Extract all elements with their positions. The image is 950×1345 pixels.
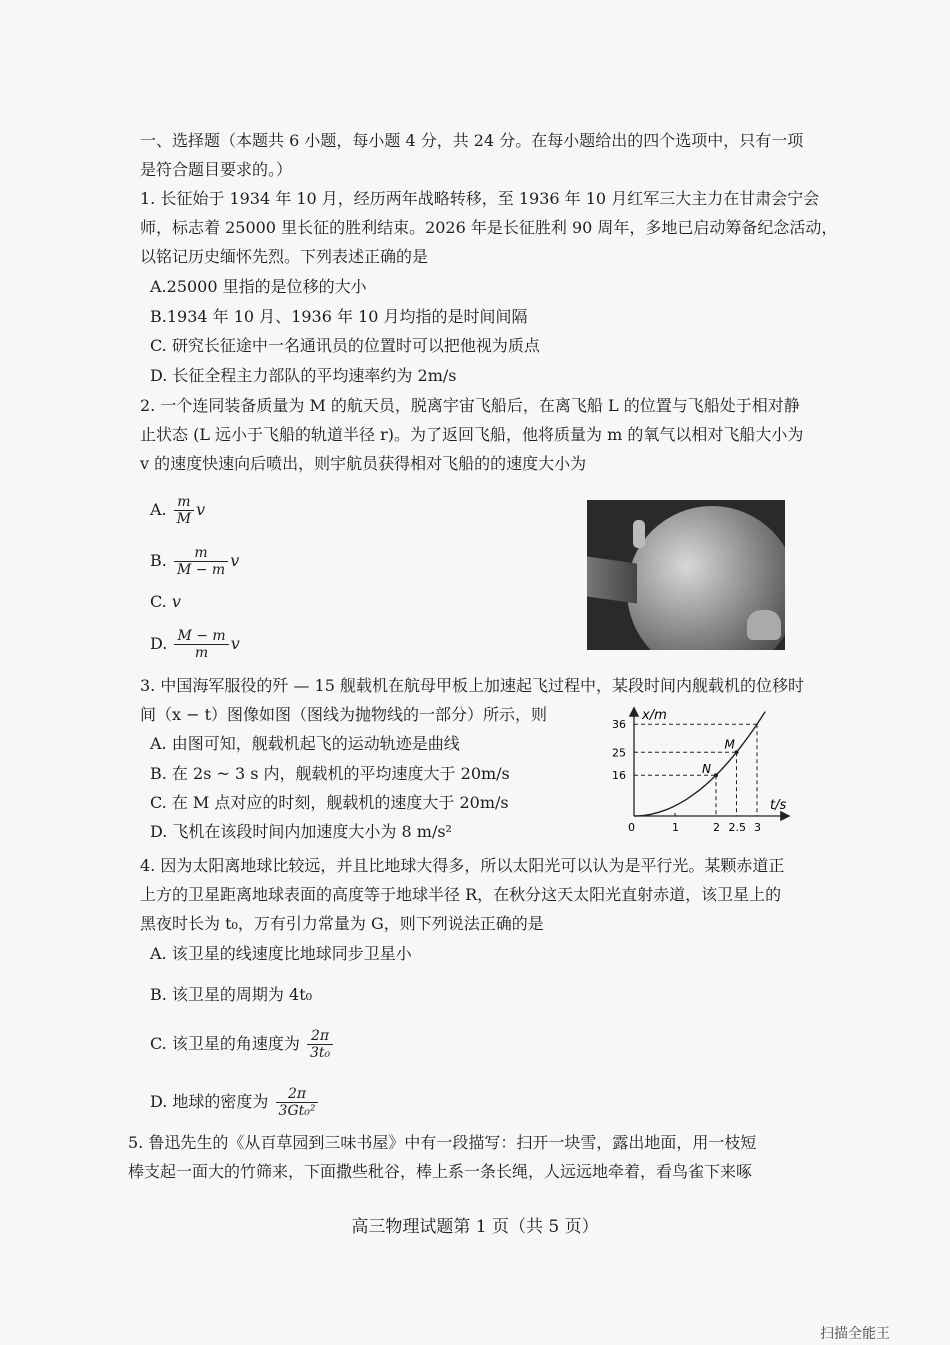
q2-option-d-label: D. [150, 634, 168, 653]
q4-option-d-num: 2π [276, 1086, 319, 1103]
q1-stem-3: 以铭记历史缅怀先烈。下列表述正确的是 [140, 247, 429, 266]
q2-option-d-den: m [194, 645, 209, 661]
q4-stem-2: 上方的卫星距离地球表面的高度等于地球半径 R，在秋分这天太阳光直射赤道，该卫星上的 [140, 885, 782, 904]
q5-stem-1: 5. 鲁迅先生的《从百草园到三味书屋》中有一段描写：扫开一块雪，露出地面，用一枝短 [128, 1133, 757, 1152]
q2-option-b-var: v [230, 551, 240, 570]
x-t-graph [608, 703, 798, 838]
q1-option-a: A.25000 里指的是位移的大小 [150, 277, 367, 296]
q1-option-c: C. 研究长征途中一名通讯员的位置时可以把他视为质点 [150, 336, 540, 355]
dashed-guides [634, 724, 757, 816]
q3-option-a: A. 由图可知，舰载机起飞的运动轨迹是曲线 [150, 734, 460, 753]
q2-option-b-den: M − m [176, 562, 226, 578]
q4-option-c-num: 2π [307, 1028, 333, 1045]
q4-option-d-fraction [276, 1086, 319, 1119]
astronaut-planet-photo [587, 500, 785, 650]
q3-stem-1: 3. 中国海军服役的歼 — 15 舰载机在航母甲板上加速起飞过程中，某段时间内舰载机的位移时 [140, 676, 804, 695]
page-footer: 高三物理试题第 1 页（共 5 页） [351, 1217, 599, 1237]
q4-option-d-text: D. 地球的密度为 [150, 1092, 269, 1111]
section-title: 一、选择题（本题共 6 小题，每小题 4 分，共 24 分。在每小题给出的四个选项中，只有一项 [140, 131, 804, 150]
point-m-label: M [724, 737, 735, 752]
q2-option-c [150, 592, 181, 612]
q2-stem-3: v 的速度快速向后喷出，则宇航员获得相对飞船的的速度大小为 [140, 454, 587, 473]
q3-option-c: C. 在 M 点对应的时刻，舰载机的速度大于 20m/s [150, 793, 509, 812]
q2-option-b-fraction [174, 545, 228, 578]
q1-option-b: B.1934 年 10 月、1936 年 10 月均指的是时间间隔 [150, 307, 528, 326]
x-tick-0: 1 [672, 821, 679, 834]
q1-stem-2: 师，标志着 25000 里长征的胜利结束。2026 年是长征胜利 90 周年，多地已启动筹备纪念活动， [140, 218, 838, 237]
q2-option-d-var: v [230, 634, 240, 653]
q2-option-d-num: M − m [174, 628, 228, 645]
graph-ylabel: x/m [642, 708, 667, 723]
q4-option-c-fraction [307, 1028, 333, 1061]
q2-option-b-num: m [174, 545, 228, 562]
q2-option-a-fraction [174, 494, 194, 527]
astronaut-helmet [747, 610, 781, 640]
q4-stem-1: 4. 因为太阳离地球比较远，并且比地球大得多，所以太阳光可以认为是平行光。某颗赤道正 [140, 856, 785, 875]
q2-option-c-var: v [171, 592, 181, 611]
section-title-cont: 是符合题目要求的。） [140, 160, 293, 179]
q2-option-a-num: m [174, 494, 194, 511]
astronaut-figure [633, 520, 645, 548]
x-tick-1: 2 [713, 821, 720, 834]
graph-xlabel: t/s [770, 798, 787, 813]
q4-option-d [150, 1086, 320, 1119]
q1-stem-1: 1. 长征始于 1934 年 10 月，经历两年战略转移，至 1936 年 10 月红军三大主力在甘肃会宁会 [140, 189, 820, 208]
graph-origin: 0 [628, 821, 635, 834]
q4-option-c [150, 1028, 335, 1061]
x-tick-3: 3 [754, 821, 761, 834]
q4-option-d-den: 3Gt₀² [278, 1103, 316, 1119]
y-tick-2: 36 [612, 718, 626, 732]
point-n [714, 773, 718, 777]
q1-option-d: D. 长征全程主力部队的平均速率约为 2m/s [150, 366, 457, 385]
q4-option-b: B. 该卫星的周期为 4t₀ [150, 985, 313, 1004]
q2-option-d-fraction [174, 628, 228, 661]
q2-option-b-label: B. [150, 551, 167, 570]
q4-stem-3: 黑夜时长为 t₀，万有引力常量为 G，则下列说法正确的是 [140, 914, 544, 933]
q4-option-c-text: C. 该卫星的角速度为 [150, 1034, 300, 1053]
scanner-watermark: 扫描全能王 [820, 1326, 890, 1342]
q4-option-c-den: 3t₀ [309, 1045, 331, 1061]
q4-option-a: A. 该卫星的线速度比地球同步卫星小 [150, 944, 412, 963]
point-n-label: N [702, 762, 711, 777]
q2-option-d [150, 628, 240, 661]
q3-option-b: B. 在 2s ~ 3 s 内，舰载机的平均速度大于 20m/s [150, 764, 510, 783]
x-tick-2: 2.5 [728, 821, 746, 834]
parabola-curve [634, 712, 765, 816]
q2-stem-1: 2. 一个连同装备质量为 M 的航天员，脱离宇宙飞船后，在离飞船 L 的位置与飞船处于相对静 [140, 396, 800, 415]
q2-option-a-var: v [196, 500, 206, 519]
q2-option-b [150, 545, 239, 578]
q2-option-c-label: C. [150, 592, 167, 611]
y-tick-1: 25 [612, 746, 626, 760]
y-tick-0: 16 [612, 769, 626, 783]
q2-option-a [150, 494, 205, 527]
q3-stem-2: 间（x − t）图像如图（图线为抛物线的一部分）所示，则 [140, 705, 548, 724]
spacecraft-image [587, 556, 637, 603]
q3-option-d: D. 飞机在该段时间内加速度大小为 8 m/s² [150, 822, 452, 841]
q2-option-a-label: A. [150, 500, 167, 519]
q2-option-a-den: M [176, 511, 192, 527]
q2-stem-2: 止状态 (L 远小于飞船的轨道半径 r)。为了返回飞船，他将质量为 m 的氧气以相对飞船大小为 [140, 425, 804, 444]
point-m [735, 750, 739, 754]
q5-stem-2: 棒支起一面大的竹筛来，下面撒些秕谷，棒上系一条长绳，人远远地牵着，看鸟雀下来啄 [128, 1162, 753, 1181]
